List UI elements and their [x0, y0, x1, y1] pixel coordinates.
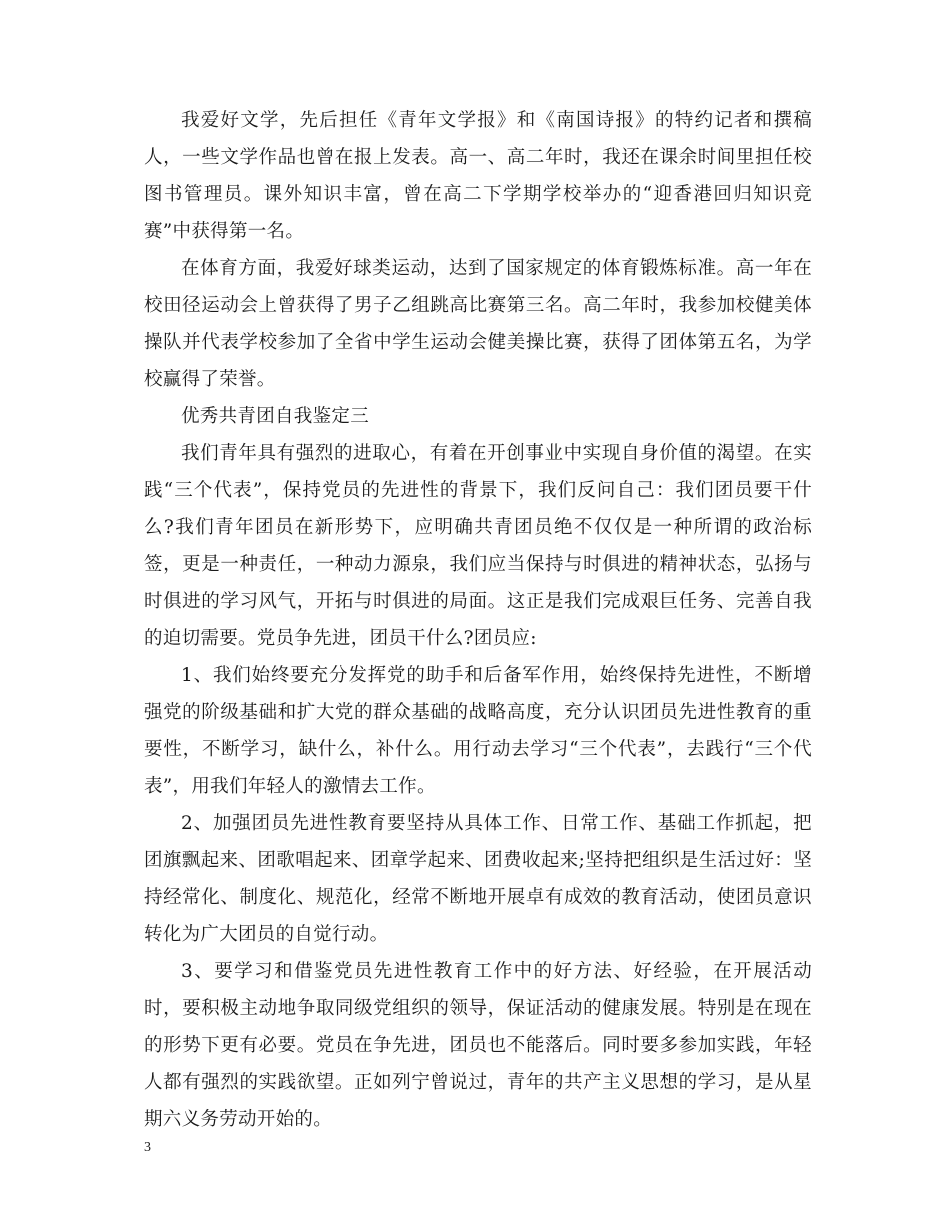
- paragraph-literature: 我爱好文学，先后担任《青年文学报》和《南国诗报》的特约记者和撰稿人，一些文学作品也曾在报上发表。高一、高二年时，我还在课余时间里担任校图书管理员。课外知识丰富，曾在高二下学期学校举办的“迎香港回归知识竞赛”中获得第一名。: [144, 110, 812, 242]
- section-heading: 优秀共青团自我鉴定三: [181, 406, 370, 427]
- paragraph-point-1: 1、我们始终要充分发挥党的助手和后备军作用，始终保持先进性，不断增强党的阶级基础和扩大党的群众基础的战略高度，充分认识团员先进性教育的重要性，不断学习，缺什么，补什么。用行动去学习“三个代表”，去践行“三个代表”，用我们年轻人的激情去工作。: [144, 665, 812, 797]
- paragraph-point-2: 2、加强团员先进性教育要坚持从具体工作、日常工作、基础工作抓起，把团旗飘起来、团歌唱起来、团章学起来、团费收起来;坚持把组织是生活过好：坚持经常化、制度化、规范化，经常不断地开展卓有成效的教育活动，使团员意识转化为广大团员的自觉行动。: [144, 813, 812, 945]
- paragraph-point-3: 3、要学习和借鉴党员先进性教育工作中的好方法、好经验，在开展活动时，要积极主动地争取同级党组织的领导，保证活动的健康发展。特别是在现在的形势下更有必要。党员在争先进，团员也不能落后。同时要多参加实践，年轻人都有强烈的实践欲望。正如列宁曾说过，青年的共产主义思想的学习，是从星期六义务劳动开始的。: [144, 961, 812, 1130]
- page-number: 3: [144, 1140, 151, 1155]
- paragraph-intro: 我们青年具有强烈的进取心，有着在开创事业中实现自身价值的渴望。在实践“三个代表”，保持党员的先进性的背景下，我们反问自己：我们团员要干什么?我们青年团员在新形势下，应明确共青团员绝不仅仅是一种所谓的政治标签，更是一种责任，一种动力源泉，我们应当保持与时俱进的精神状态，弘扬与时俱进的学习风气，开拓与时俱进的局面。这正是我们完成艰巨任务、完善自我的迫切需要。党员争先进，团员干什么?团员应:: [144, 443, 812, 649]
- paragraph-sports: 在体育方面，我爱好球类运动，达到了国家规定的体育锻炼标准。高一年在校田径运动会上曾获得了男子乙组跳高比赛第三名。高二年时，我参加校健美体操队并代表学校参加了全省中学生运动会健美操比赛，获得了团体第五名，为学校赢得了荣誉。: [144, 258, 812, 390]
- document-body: [144, 102, 812, 1138]
